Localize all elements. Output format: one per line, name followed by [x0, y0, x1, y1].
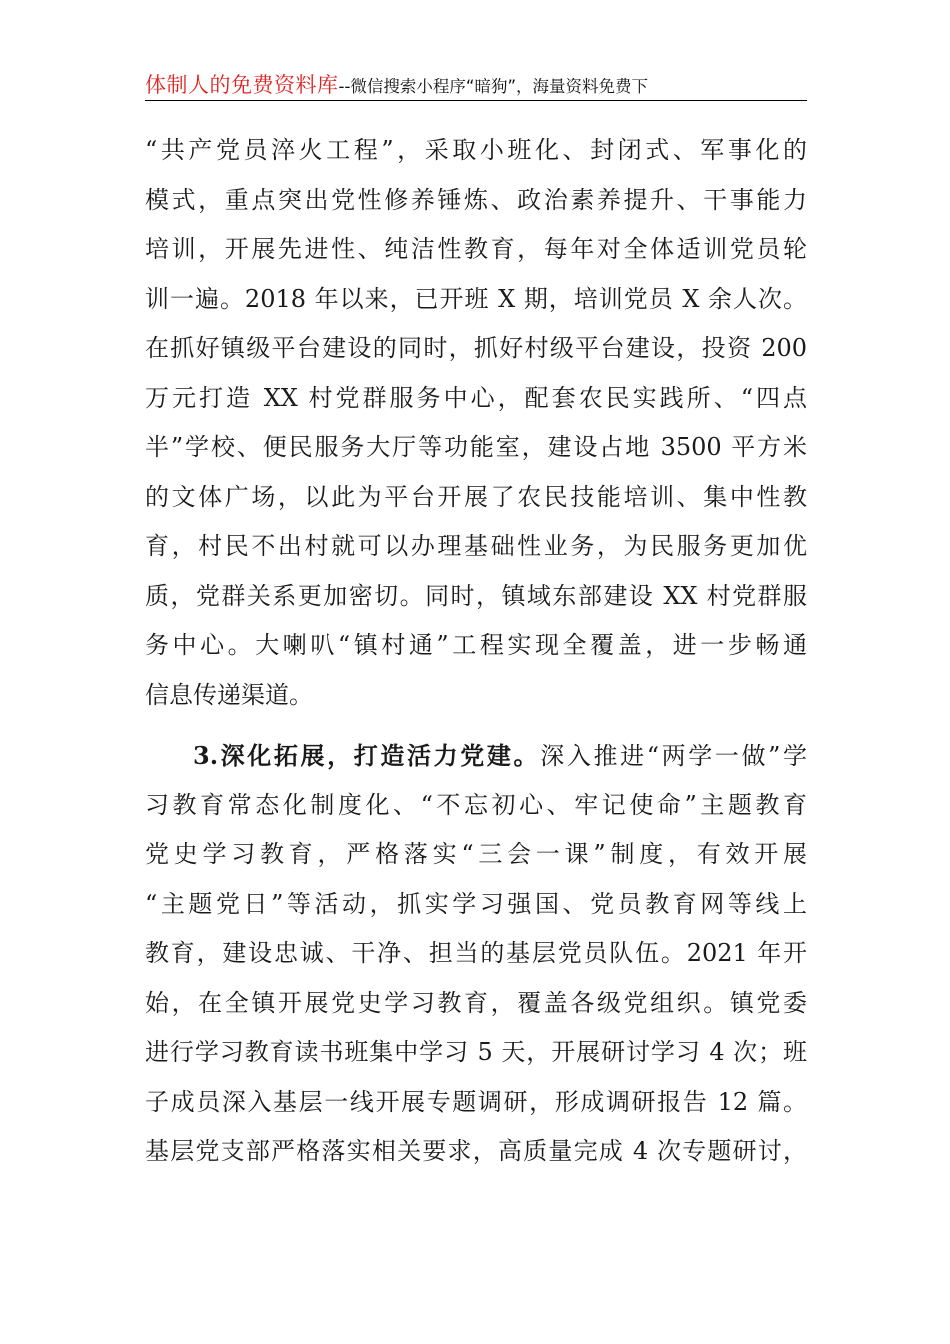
paragraph-gap: [145, 720, 807, 731]
paragraph-line: “共产党员淬火工程”，采取小班化、封闭式、军事化的: [145, 136, 807, 164]
paragraph-line: 在抓好镇级平台建设的同时，抓好村级平台建设，投资 200: [145, 334, 807, 362]
paragraph-line: 万元打造 XX 村党群服务中心，配套农民实践所、“四点: [145, 383, 807, 412]
header-tagline: --微信搜索小程序“暗狗”，海量资料免费下: [338, 77, 649, 96]
header-brand: 体制人的免费资料库: [145, 73, 339, 97]
paragraph-line: 的文体广场，以此为平台开展了农民技能培训、集中性教: [145, 482, 807, 511]
paragraph-line: 习教育常态化制度化、“不忘初心、牢记使命”主题教育: [145, 790, 807, 819]
paragraph-2: [145, 731, 807, 1177]
paragraph-line: 基层党支部严格落实相关要求，高质量完成 4 次专题研讨，: [145, 1137, 807, 1165]
paragraph-1: [145, 126, 807, 720]
paragraph-line: 育，村民不出村就可以办理基础性业务，为民服务更加优: [145, 532, 807, 560]
paragraph-line: 质，党群关系更加密切。同时，镇域东部建设 XX 村党群服: [145, 581, 807, 610]
paragraph-line: 模式，重点突出党性修养锤炼、政治素养提升、干事能力: [145, 185, 807, 214]
paragraph-line: 训一遍。2018 年以来，已开班 X 期，培训党员 X 余人次。: [145, 284, 807, 313]
paragraph-line: “主题党日”等活动，抓实学习强国、党员教育网等线上: [145, 889, 807, 918]
paragraph-first-line: [145, 731, 807, 781]
paragraph-line: 信息传递渠道。: [145, 680, 313, 709]
heading-line-rest: 深入推进“两学一做”学: [540, 742, 807, 770]
paragraph-line: 始，在全镇开展党史学习教育，覆盖各级党组织。镇党委: [145, 988, 807, 1017]
paragraph-line: 务中心。大喇叭“镇村通”工程实现全覆盖，进一步畅通: [145, 631, 807, 659]
paragraph-line: 进行学习教育读书班集中学习 5 天，开展研讨学习 4 次；班: [145, 1038, 807, 1066]
paragraph-line: 子成员深入基层一线开展专题调研，形成调研报告 12 篇。: [145, 1087, 807, 1116]
page-header: [145, 70, 807, 101]
document-body: [145, 126, 807, 1177]
paragraph-line: 教育，建设忠诚、干净、担当的基层党员队伍。2021 年开: [145, 939, 807, 967]
paragraph-line: 培训，开展先进性、纯洁性教育，每年对全体适训党员轮: [145, 235, 807, 263]
paragraph-line: 半”学校、便民服务大厅等功能室，建设占地 3500 平方米: [145, 433, 807, 461]
section-heading: 3.深化拓展，打造活力党建。: [193, 741, 541, 770]
paragraph-line: 党史学习教育，严格落实“三会一课”制度，有效开展: [145, 840, 807, 868]
